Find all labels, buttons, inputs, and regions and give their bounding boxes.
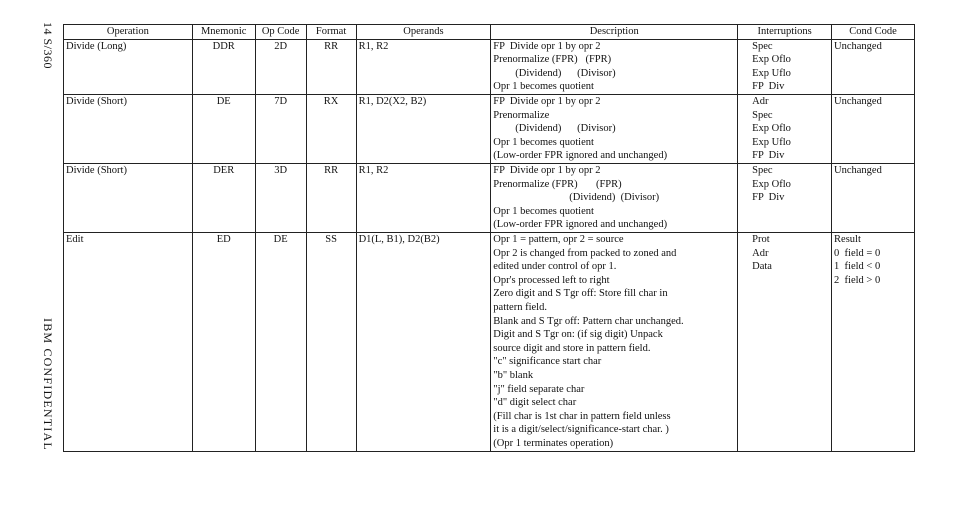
mnemonic-cell: DE [192,94,255,163]
format-cell: RX [306,94,356,163]
interruption-item: Exp Uflo [752,67,791,79]
page-reference: 14 S/360 [41,22,55,70]
description-line: Digit and S Tgr on: (if sig digit) Unpack [493,329,663,341]
interruption-item: Data [752,261,772,273]
table-row [64,232,915,451]
description-cell [491,94,738,163]
cond-code-cell [832,39,915,94]
description-line: (Low-order FPR ignored and unchanged) [493,219,668,231]
description-line: "j" field separate char [493,383,585,395]
cond-code-line: Unchanged [834,95,882,107]
description-line: Zero digit and S Tgr off: Store fill char in [493,288,668,300]
interruption-item: Exp Oflo [752,178,791,190]
opcode-cell: 2D [255,39,306,94]
mnemonic-cell: DER [192,163,255,232]
interruption-item: Spec [752,109,773,121]
description-line: Blank and S Tgr off: Pattern char unchanged. [493,315,684,327]
interruption-item: FP Div [752,192,785,204]
instruction-table [63,24,915,452]
description-line: FP Divide opr 1 by opr 2 [493,40,601,52]
header-format: Format [306,25,356,40]
interruptions-cell [738,232,832,451]
description-cell [491,39,738,94]
format-cell: SS [306,232,356,451]
description-line: (Dividend) (Divisor) [515,67,616,79]
interruption-item: Exp Oflo [752,123,791,135]
interruption-item: Exp Oflo [752,54,791,66]
header-row [64,25,915,40]
interruption-item: Spec [752,40,773,52]
cond-code-line: 1 field < 0 [834,261,881,273]
header-description: Description [491,25,738,40]
description-line: Prenormalize (FPR) (FPR) [493,54,612,66]
interruption-item: Prot [752,233,770,245]
operands-cell: D1(L, B1), D2(B2) [356,232,491,451]
description-line: FP Divide opr 1 by opr 2 [493,164,601,176]
interruption-item: Exp Uflo [752,136,791,148]
description-line: (Dividend) (Divisor) [569,192,660,204]
interruption-item: FP Div [752,150,785,162]
operation-cell: Divide (Short) [64,163,193,232]
cond-code-line: 0 field = 0 [834,247,881,259]
description-line: (Opr 1 terminates operation) [493,437,614,449]
description-line: Opr 2 is changed from packed to zoned and [493,247,677,259]
header-opcode: Op Code [255,25,306,40]
header-operation: Operation [64,25,193,40]
description-line: Prenormalize (FPR) (FPR) [493,178,622,190]
description-line: (Dividend) (Divisor) [515,123,616,135]
cond-code-line: Unchanged [834,40,882,52]
interruption-item: Adr [752,95,769,107]
cond-code-cell [832,94,915,163]
interruptions-cell [738,39,832,94]
format-cell: RR [306,163,356,232]
cond-code-cell [832,232,915,451]
description-line: it is a digit/select/significance-start char. ) [493,424,669,436]
header-mnemonic: Mnemonic [192,25,255,40]
cond-code-line: Result [834,233,861,245]
interruptions-cell [738,163,832,232]
interruption-item: FP Div [752,81,785,93]
description-line: edited under control of opr 1. [493,261,617,273]
operation-cell: Edit [64,232,193,451]
operands-cell: R1, D2(X2, B2) [356,94,491,163]
opcode-cell: 3D [255,163,306,232]
description-line: (Low-order FPR ignored and unchanged) [493,150,668,162]
description-line: "d" digit select char [493,397,577,409]
description-line: Opr 1 becomes quotient [493,81,594,93]
opcode-cell: DE [255,232,306,451]
cond-code-line: 2 field > 0 [834,274,881,286]
table-row [64,163,915,232]
description-line: pattern field. [493,301,547,313]
cond-code-cell [832,163,915,232]
operation-cell: Divide (Short) [64,94,193,163]
description-cell [491,163,738,232]
cond-code-line: Unchanged [834,164,882,176]
description-line: (Fill char is 1st char in pattern field unless [493,410,671,422]
operands-cell: R1, R2 [356,163,491,232]
confidential-marking: IBM CONFIDENTIAL [41,318,55,451]
description-line: source digit and store in pattern field. [493,342,651,354]
table-row [64,39,915,94]
mnemonic-cell: ED [192,232,255,451]
header-cond-code: Cond Code [832,25,915,40]
header-interruptions: Interruptions [738,25,832,40]
header-operands: Operands [356,25,491,40]
table-row [64,94,915,163]
interruption-item: Adr [752,247,769,259]
interruptions-cell [738,94,832,163]
operands-cell: R1, R2 [356,39,491,94]
description-cell [491,232,738,451]
mnemonic-cell: DDR [192,39,255,94]
description-line: Opr 1 = pattern, opr 2 = source [493,233,624,245]
format-cell: RR [306,39,356,94]
description-line: FP Divide opr 1 by opr 2 [493,95,601,107]
description-line: Prenormalize [493,109,550,121]
interruption-item: Spec [752,164,773,176]
description-line: Opr 1 becomes quotient [493,136,594,148]
description-line: Opr 1 becomes quotient [493,205,594,217]
opcode-cell: 7D [255,94,306,163]
description-line: Opr's processed left to right [493,274,610,286]
operation-cell: Divide (Long) [64,39,193,94]
description-line: "b" blank [493,369,534,381]
description-line: "c" significance start char [493,356,602,368]
